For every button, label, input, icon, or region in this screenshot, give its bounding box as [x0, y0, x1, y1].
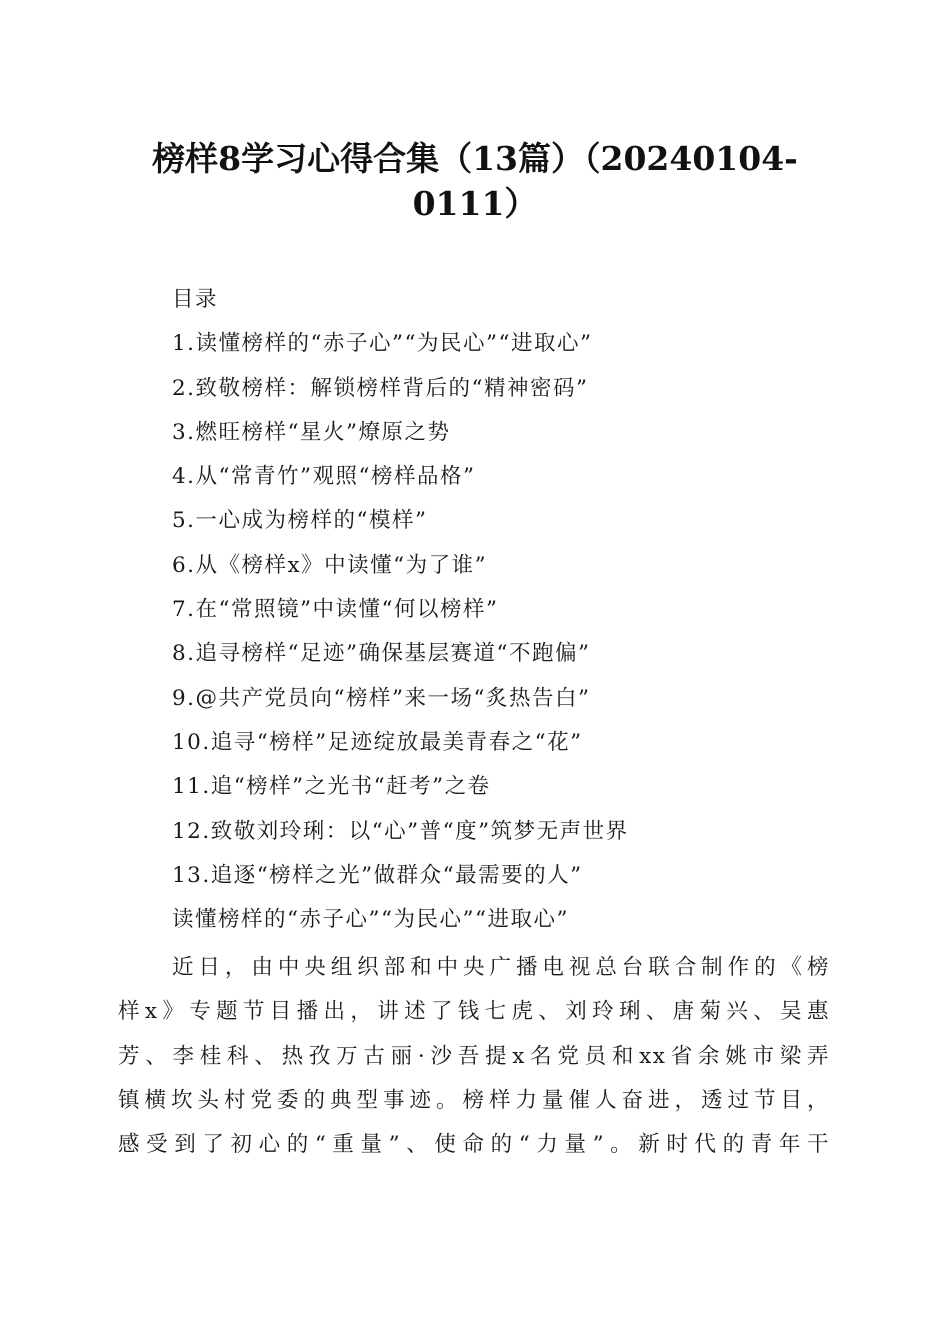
- toc-item-8: 8.追寻榜样“足迹”确保基层赛道“不跑偏”: [172, 641, 591, 667]
- toc-item-1: 1.读懂榜样的“赤子心”“为民心”“进取心”: [172, 331, 593, 357]
- article-title: 读懂榜样的“赤子心”“为民心”“进取心”: [172, 907, 569, 933]
- toc-item-5: 5.一心成为榜样的“模样”: [172, 508, 428, 534]
- toc-item-9: 9.@共产党员向“榜样”来一场“炙热告白”: [172, 685, 591, 711]
- paragraph-line-1: 近日，由中央组织部和中央广播电视总台联合制作的《榜: [172, 955, 830, 980]
- toc-item-7: 7.在“常照镜”中读懂“何以榜样”: [172, 597, 499, 623]
- paragraph-line-4: 镇横坎头村党委的典型事迹。榜样力量催人奋进，透过节目，: [118, 1087, 830, 1113]
- toc-item-2: 2.致敬榜样：解锁榜样背后的“精神密码”: [172, 375, 589, 401]
- document-title-line-2: 0111）: [412, 184, 538, 223]
- toc-item-4: 4.从“常青竹”观照“榜样品格”: [172, 464, 476, 490]
- toc-item-11: 11.追“榜样”之光书“赶考”之卷: [172, 774, 491, 800]
- toc-item-12: 12.致敬刘玲琍：以“心”普“度”筑梦无声世界: [172, 818, 629, 844]
- toc-item-10: 10.追寻“榜样”足迹绽放最美青春之“花”: [172, 729, 583, 755]
- toc-item-6: 6.从《榜样x》中读懂“为了谁”: [172, 552, 488, 578]
- paragraph-line-2: 样x》专题节目播出，讲述了钱七虎、刘玲琍、唐菊兴、吴惠: [118, 999, 830, 1025]
- article-paragraph: [118, 946, 830, 1167]
- paragraph-line-3: 芳、李桂科、热孜万古丽·沙吾提x名党员和xx省余姚市梁弄: [118, 1043, 830, 1069]
- document-title: [110, 136, 840, 226]
- paragraph-line-5: 感受到了初心的“重量”、使命的“力量”。新时代的青年干: [118, 1132, 830, 1158]
- toc-item-13: 13.追逐“榜样之光”做群众“最需要的人”: [172, 862, 583, 888]
- toc-item-3: 3.燃旺榜样“星火”燎原之势: [172, 419, 451, 445]
- table-of-contents: [172, 278, 852, 942]
- document-title-line-1: 榜样8学习心得合集（13篇）（20240104-: [152, 139, 798, 178]
- toc-heading: 目录: [172, 287, 219, 312]
